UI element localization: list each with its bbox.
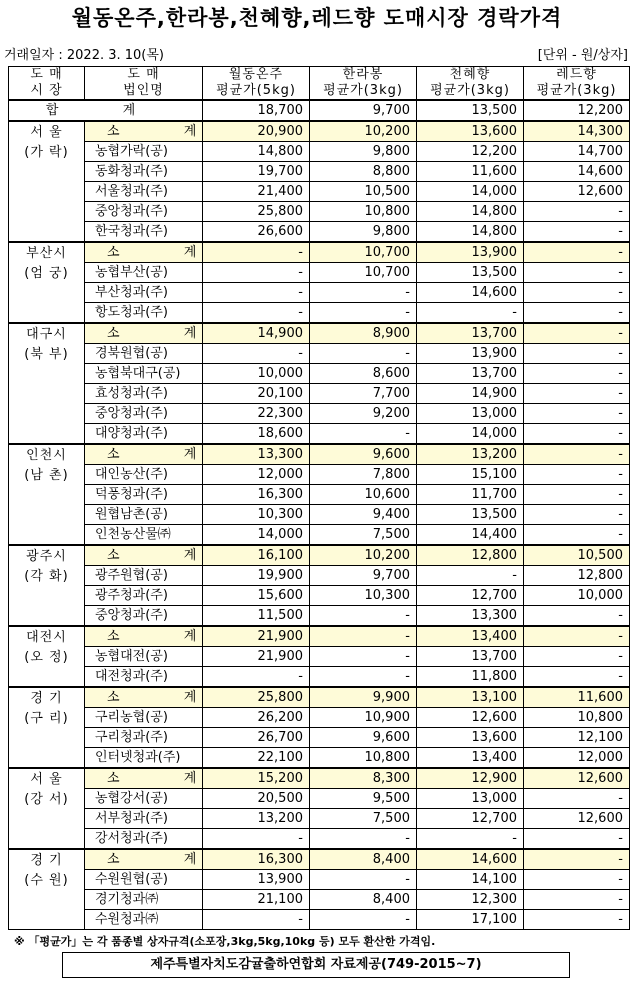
price-cell: 10,000: [524, 586, 630, 606]
price-cell: 18,600: [203, 424, 310, 445]
subtotal-row: [9, 444, 630, 465]
price-cell: 19,900: [203, 566, 310, 586]
price-cell: 15,100: [417, 465, 524, 485]
table-row: [9, 789, 630, 809]
price-cell: 13,700: [417, 364, 524, 384]
corp-name: 농협강서(공): [85, 789, 203, 809]
price-cell: 10,300: [310, 586, 417, 606]
price-cell: 8,800: [310, 162, 417, 182]
subtotal-row: [9, 121, 630, 142]
corp-name: 덕풍청과(주): [85, 485, 203, 505]
price-cell: -: [310, 303, 417, 324]
price-cell: -: [524, 384, 630, 404]
table-body: [9, 100, 630, 930]
corp-name: 원협남촌(공): [85, 505, 203, 525]
price-cell: 9,800: [310, 222, 417, 243]
price-cell: -: [203, 283, 310, 303]
price-cell: -: [524, 323, 630, 344]
price-cell: 13,600: [417, 121, 524, 142]
table-row: [9, 505, 630, 525]
price-cell: -: [524, 647, 630, 667]
price-cell: 14,600: [524, 162, 630, 182]
price-cell: -: [310, 424, 417, 445]
corp-name: 광주원협(공): [85, 566, 203, 586]
price-cell: 21,400: [203, 182, 310, 202]
price-cell: 10,200: [310, 545, 417, 566]
market-region: 대전시 (오 정): [9, 626, 85, 687]
page-title: 월동온주,한라봉,천혜향,레드향 도매시장 경락가격: [71, 6, 563, 30]
price-cell: -: [524, 202, 630, 222]
table-row: [9, 829, 630, 850]
price-cell: -: [524, 870, 630, 890]
price-cell: 13,500: [417, 263, 524, 283]
table-row: [9, 344, 630, 364]
price-cell: 13,400: [417, 626, 524, 647]
table-row: [9, 566, 630, 586]
price-cell: 13,900: [417, 242, 524, 263]
corp-name: 서울청과(주): [85, 182, 203, 202]
price-cell: 13,900: [203, 870, 310, 890]
price-cell: 7,800: [310, 465, 417, 485]
price-cell: 14,600: [417, 849, 524, 870]
header-corp: [85, 67, 203, 101]
price-cell: -: [524, 404, 630, 424]
price-cell: 8,400: [310, 849, 417, 870]
header-col4-text: 레드향 평균가(3kg): [536, 67, 617, 98]
market-region: 대구시 (북 부): [9, 323, 85, 444]
corp-name: 부산청과(주): [85, 283, 203, 303]
corp-name: 강서청과(주): [85, 829, 203, 850]
total-value: 18,700: [203, 100, 310, 121]
price-cell: 7,700: [310, 384, 417, 404]
table-row: [9, 748, 630, 769]
table-row: [9, 202, 630, 222]
price-cell: -: [310, 910, 417, 930]
price-cell: 14,000: [203, 525, 310, 546]
price-cell: 10,500: [310, 182, 417, 202]
source-footer: 제주특별자치도감귤출하연합회 자료제공(749-2015~7): [62, 952, 570, 978]
price-cell: -: [524, 789, 630, 809]
price-cell: 22,100: [203, 748, 310, 769]
price-cell: -: [524, 525, 630, 546]
subtotal-label: 소 계: [85, 626, 203, 647]
corp-name: 대양청과(주): [85, 424, 203, 445]
table-row: [9, 586, 630, 606]
price-cell: -: [524, 444, 630, 465]
price-cell: 12,600: [417, 708, 524, 728]
price-cell: -: [417, 566, 524, 586]
price-cell: -: [417, 303, 524, 324]
table-row: [9, 384, 630, 404]
price-cell: 11,600: [524, 687, 630, 708]
corp-name: 구리청과(주): [85, 728, 203, 748]
price-cell: 12,800: [417, 545, 524, 566]
header-corp-text: 도 매 법인명: [123, 67, 164, 98]
price-cell: 16,300: [203, 849, 310, 870]
price-cell: -: [524, 303, 630, 324]
header-col1-text: 월동온주 평균가(5kg): [216, 67, 296, 98]
corp-name: 농협북대구(공): [85, 364, 203, 384]
price-cell: -: [310, 606, 417, 627]
price-cell: 12,200: [417, 142, 524, 162]
corp-name: 대전청과(주): [85, 667, 203, 688]
subtotal-label: 소 계: [85, 849, 203, 870]
price-cell: 14,300: [524, 121, 630, 142]
price-cell: 12,100: [524, 728, 630, 748]
price-cell: -: [203, 242, 310, 263]
price-cell: 14,100: [417, 870, 524, 890]
table-row: [9, 222, 630, 243]
table-row: [9, 809, 630, 829]
table-row: [9, 890, 630, 910]
trade-date: 거래일자 : 2022. 3. 10(목): [4, 48, 165, 63]
price-cell: 17,100: [417, 910, 524, 930]
price-cell: 12,600: [524, 809, 630, 829]
price-cell: 13,200: [417, 444, 524, 465]
price-cell: 13,000: [417, 404, 524, 424]
table-row: [9, 485, 630, 505]
price-cell: 10,700: [310, 242, 417, 263]
price-cell: 13,200: [203, 809, 310, 829]
price-cell: 12,800: [524, 566, 630, 586]
market-region: 인천시 (남 촌): [9, 444, 85, 545]
price-cell: 13,900: [417, 344, 524, 364]
price-cell: 10,600: [310, 485, 417, 505]
price-cell: -: [524, 910, 630, 930]
subtotal-label: 소 계: [85, 121, 203, 142]
price-cell: 7,500: [310, 525, 417, 546]
price-cell: -: [524, 485, 630, 505]
total-row: [9, 100, 630, 121]
subtotal-row: [9, 687, 630, 708]
price-cell: 12,600: [524, 182, 630, 202]
table-row: [9, 525, 630, 546]
subtotal-row: [9, 545, 630, 566]
market-region: 경 기 (수 원): [9, 849, 85, 930]
price-cell: -: [524, 344, 630, 364]
price-cell: 20,100: [203, 384, 310, 404]
price-cell: 15,200: [203, 768, 310, 789]
corp-name: 농협가락(공): [85, 142, 203, 162]
price-cell: 14,700: [524, 142, 630, 162]
price-cell: 13,300: [203, 444, 310, 465]
price-cell: 14,800: [203, 142, 310, 162]
table-row: [9, 404, 630, 424]
corp-name: 중앙청과(주): [85, 202, 203, 222]
header-col3-text: 천혜향 평균가(3kg): [430, 67, 510, 98]
price-cell: 11,800: [417, 667, 524, 688]
price-cell: -: [203, 303, 310, 324]
header-market: [9, 67, 85, 101]
total-value: 12,200: [524, 100, 630, 121]
table-row: [9, 708, 630, 728]
price-cell: -: [524, 424, 630, 445]
price-cell: 12,900: [417, 768, 524, 789]
market-region: 광주시 (각 화): [9, 545, 85, 626]
footnote: ※ 「평균가」는 각 품종별 상자규격(소포장,3kg,5kg,10kg 등) 모두 환산한 가격임.: [14, 935, 436, 948]
price-cell: 9,500: [310, 789, 417, 809]
price-cell: 12,000: [203, 465, 310, 485]
table-row: [9, 465, 630, 485]
corp-name: 대인농산(주): [85, 465, 203, 485]
table-row: [9, 647, 630, 667]
price-cell: 9,900: [310, 687, 417, 708]
price-cell: 26,700: [203, 728, 310, 748]
price-cell: 16,300: [203, 485, 310, 505]
unit-label: [단위 - 원/상자]: [537, 48, 628, 63]
corp-name: 서부청과(주): [85, 809, 203, 829]
price-cell: 10,300: [203, 505, 310, 525]
table-row: [9, 870, 630, 890]
price-cell: -: [524, 606, 630, 627]
subtotal-label: 소 계: [85, 687, 203, 708]
price-cell: 7,500: [310, 809, 417, 829]
price-cell: -: [310, 667, 417, 688]
price-cell: -: [524, 829, 630, 850]
price-cell: 10,800: [310, 748, 417, 769]
price-cell: -: [524, 890, 630, 910]
price-cell: -: [524, 505, 630, 525]
table-row: [9, 263, 630, 283]
price-cell: -: [310, 870, 417, 890]
table-row: [9, 910, 630, 930]
corp-name: 수원청과㈜: [85, 910, 203, 930]
table-row: [9, 303, 630, 324]
corp-name: 농협부산(공): [85, 263, 203, 283]
total-value: 9,700: [310, 100, 417, 121]
subtotal-row: [9, 242, 630, 263]
price-cell: 10,200: [310, 121, 417, 142]
table-row: [9, 283, 630, 303]
price-cell: -: [310, 829, 417, 850]
price-cell: -: [310, 344, 417, 364]
price-cell: 11,600: [417, 162, 524, 182]
price-cell: 8,300: [310, 768, 417, 789]
corp-name: 농협대전(공): [85, 647, 203, 667]
price-cell: 14,800: [417, 222, 524, 243]
price-cell: -: [203, 829, 310, 850]
price-cell: -: [524, 667, 630, 688]
price-cell: 14,000: [417, 424, 524, 445]
price-cell: 14,600: [417, 283, 524, 303]
market-region: 서 울 (가 락): [9, 121, 85, 242]
table-row: [9, 606, 630, 627]
header-col3: [417, 67, 524, 101]
corp-name: 한국청과(주): [85, 222, 203, 243]
subtotal-row: [9, 626, 630, 647]
price-cell: -: [524, 364, 630, 384]
price-cell: 9,200: [310, 404, 417, 424]
subtotal-row: [9, 323, 630, 344]
price-cell: 14,400: [417, 525, 524, 546]
price-cell: 15,600: [203, 586, 310, 606]
corp-name: 중앙청과(주): [85, 606, 203, 627]
table-row: [9, 162, 630, 182]
price-cell: -: [524, 283, 630, 303]
price-table: [8, 66, 630, 930]
corp-name: 구리농협(공): [85, 708, 203, 728]
price-cell: 12,700: [417, 586, 524, 606]
subtotal-label: 소 계: [85, 323, 203, 344]
table-row: [9, 424, 630, 445]
price-cell: -: [310, 647, 417, 667]
price-cell: 13,700: [417, 323, 524, 344]
corp-name: 수원원협(공): [85, 870, 203, 890]
price-cell: 13,600: [417, 728, 524, 748]
price-cell: -: [203, 344, 310, 364]
price-cell: 10,800: [524, 708, 630, 728]
price-cell: 26,200: [203, 708, 310, 728]
price-cell: -: [417, 829, 524, 850]
price-cell: 13,300: [417, 606, 524, 627]
price-cell: 10,500: [524, 545, 630, 566]
corp-name: 중앙청과(주): [85, 404, 203, 424]
price-cell: 8,900: [310, 323, 417, 344]
price-cell: 14,900: [417, 384, 524, 404]
subtotal-label: 소 계: [85, 444, 203, 465]
price-cell: 11,500: [203, 606, 310, 627]
table-row: [9, 142, 630, 162]
price-cell: -: [524, 849, 630, 870]
price-cell: 12,700: [417, 809, 524, 829]
price-cell: 13,500: [417, 505, 524, 525]
price-cell: -: [310, 626, 417, 647]
subtotal-row: [9, 849, 630, 870]
corp-name: 경기청과㈜: [85, 890, 203, 910]
price-cell: 21,100: [203, 890, 310, 910]
corp-name: 인천농산물㈜: [85, 525, 203, 546]
price-cell: 21,900: [203, 647, 310, 667]
price-cell: 14,800: [417, 202, 524, 222]
price-cell: 21,900: [203, 626, 310, 647]
price-cell: 20,500: [203, 789, 310, 809]
price-cell: 13,700: [417, 647, 524, 667]
corp-name: 광주청과(주): [85, 586, 203, 606]
price-cell: 14,000: [417, 182, 524, 202]
price-cell: 10,000: [203, 364, 310, 384]
price-cell: 10,700: [310, 263, 417, 283]
corp-name: 경북원협(공): [85, 344, 203, 364]
price-cell: -: [203, 910, 310, 930]
market-region: 부산시 (엄 궁): [9, 242, 85, 323]
table-row: [9, 667, 630, 688]
price-cell: 8,600: [310, 364, 417, 384]
price-cell: -: [524, 465, 630, 485]
corp-name: 동화청과(주): [85, 162, 203, 182]
header-market-text: 도 매 시 장: [30, 67, 63, 98]
price-cell: 25,800: [203, 687, 310, 708]
price-cell: 10,800: [310, 202, 417, 222]
header-col2-text: 한라봉 평균가(3kg): [323, 67, 403, 98]
price-cell: 26,600: [203, 222, 310, 243]
table-row: [9, 728, 630, 748]
subtotal-label: 소 계: [85, 768, 203, 789]
header-col1: [203, 67, 310, 101]
total-label: 합 계: [9, 100, 203, 121]
corp-name: 인터넷청과(주): [85, 748, 203, 769]
total-value: 13,500: [417, 100, 524, 121]
price-cell: 9,600: [310, 728, 417, 748]
price-cell: 8,400: [310, 890, 417, 910]
price-cell: 19,700: [203, 162, 310, 182]
price-cell: 9,400: [310, 505, 417, 525]
price-cell: -: [524, 263, 630, 283]
price-cell: -: [203, 667, 310, 688]
price-cell: 13,400: [417, 748, 524, 769]
price-cell: 12,000: [524, 748, 630, 769]
price-cell: -: [203, 263, 310, 283]
price-cell: 16,100: [203, 545, 310, 566]
price-cell: 10,900: [310, 708, 417, 728]
price-cell: 11,700: [417, 485, 524, 505]
subtotal-row: [9, 768, 630, 789]
price-cell: 20,900: [203, 121, 310, 142]
price-cell: 9,800: [310, 142, 417, 162]
subtotal-label: 소 계: [85, 545, 203, 566]
price-cell: 13,000: [417, 789, 524, 809]
header-col2: [310, 67, 417, 101]
price-cell: -: [524, 242, 630, 263]
price-cell: 9,700: [310, 566, 417, 586]
corp-name: 항도청과(주): [85, 303, 203, 324]
market-region: 서 울 (강 서): [9, 768, 85, 849]
price-cell: -: [524, 626, 630, 647]
table-row: [9, 182, 630, 202]
price-cell: 13,100: [417, 687, 524, 708]
price-cell: 14,900: [203, 323, 310, 344]
table-row: [9, 364, 630, 384]
subtotal-label: 소 계: [85, 242, 203, 263]
price-cell: 12,600: [524, 768, 630, 789]
price-cell: 22,300: [203, 404, 310, 424]
price-cell: 9,600: [310, 444, 417, 465]
price-cell: -: [524, 222, 630, 243]
price-cell: 25,800: [203, 202, 310, 222]
corp-name: 효성청과(주): [85, 384, 203, 404]
price-cell: 12,300: [417, 890, 524, 910]
market-region: 경 기 (구 리): [9, 687, 85, 768]
price-cell: -: [310, 283, 417, 303]
header-col4: [524, 67, 630, 101]
